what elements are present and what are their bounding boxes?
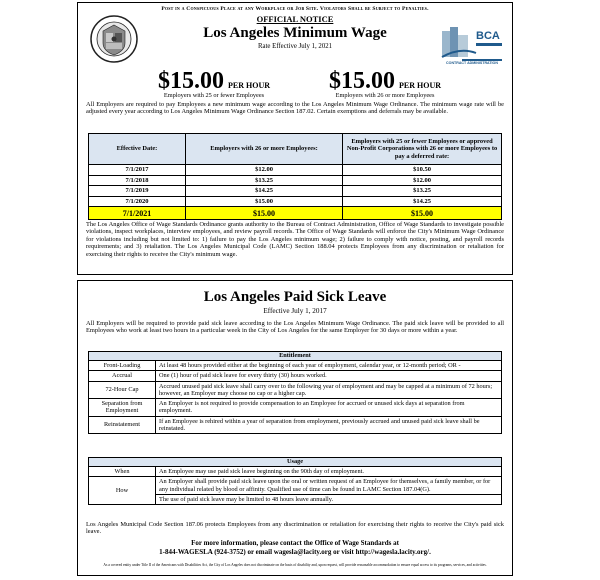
wage-amount: $15.00 [158, 68, 224, 94]
sick-leave-title: Los Angeles Paid Sick Leave [203, 289, 387, 305]
table-row [89, 165, 502, 176]
contact-line-2: 1-844-WAGESLA (924-3752) or email wagesla@lacity.org or visit http://wagesla.lacity.org/. [159, 547, 431, 556]
table-cell: 7/1/2019 [89, 186, 186, 197]
rate-effective-date: Rate Effective July 1, 2021 [257, 43, 333, 50]
row-text: One (1) hour of paid sick leave for every thirty (30) hours worked. [156, 371, 502, 381]
table-row [89, 399, 502, 417]
row-text: An Employer shall provide paid sick leave upon the oral or written request of an Employee for themselves, a family member, or for any individual related by blood or affinity. Qualified use of time can be found in LAMC Section 187.04(G). [156, 477, 502, 495]
table-row [89, 381, 502, 399]
row-text: The use of paid sick leave may be limited to 48 hours leave annually. [156, 494, 502, 504]
enforcement-paragraph: The Los Angeles Office of Wage Standards Ordinance grants authority to the Bureau of Contract Administration, Office of Wage Standards to investigate possible violations, inspect workplaces, interview employees, and review payroll records. The Office of Wage Standards will enforce the City's Minimum Wage Ordinance for violations including but not limited to: 1) failure to pay the Los Angeles minimum wage; 2) failure to comply with notice, posting, and payroll records requirements; and 3) retaliation. The Los Angeles Municipal Code (LAMC) Section 188.04 protects Employees from any discrimination or retaliation for exercising their rights to receive the City's minimum wage. [86, 221, 504, 258]
posting-requirement-line: Post in a Conspicuous Place at any Workplace or Job Site. Violators Shall be Subject to Penalties. [161, 6, 429, 12]
row-text: If an Employee is rehired within a year of separation from employment, previously accrued and unused paid sick leave shall be reinstated. [156, 416, 502, 434]
entitlement-table [88, 351, 502, 434]
usage-table [88, 457, 502, 505]
city-seal-icon [90, 15, 138, 63]
wage-amount: $15.00 [329, 68, 395, 94]
table-cell: $12.00 [343, 175, 502, 186]
contact-line-1: For more information, please contact the Office of Wage Standards at [191, 539, 399, 547]
sick-leave-effective-date: Effective July 1, 2017 [263, 307, 327, 315]
table-cell: $14.25 [343, 196, 502, 207]
table-cell: 7/1/2021 [89, 207, 186, 220]
per-hour-label: PER HOUR [228, 81, 270, 90]
table-cell: 7/1/2020 [89, 196, 186, 207]
row-label: Reinstatement [89, 416, 156, 434]
row-label: 72-Hour Cap [89, 381, 156, 399]
table-row [89, 196, 502, 207]
intro-paragraph: All Employers are required to pay Employees a new minimum wage according to the Los Angeles Minimum Wage Ordinance. The minimum wage rate will be adjusted every year according to Los Angeles Minimum Wage Ordinance Section 187.02. Certain exemptions and deferrals may be available. [86, 101, 504, 116]
rate-table-header [89, 134, 502, 165]
table-cell: $14.25 [186, 186, 343, 197]
wage-employer-label: Employers with 26 or more Employees [335, 92, 435, 99]
rate-table [88, 133, 502, 220]
row-text: At least 48 hours provided either at the beginning of each year of employment, calendar year, or 12-month period; OR - [156, 361, 502, 371]
row-label: When [89, 467, 156, 477]
row-text: An Employee may use paid sick leave beginning on the 90th day of employment. [156, 467, 502, 477]
row-label: Accrual [89, 371, 156, 381]
paid-sick-leave-notice [77, 280, 513, 576]
table-row [89, 467, 502, 477]
table-cell: $10.50 [343, 165, 502, 176]
table-cell: $15.00 [343, 207, 502, 220]
official-notice-heading: OFFICIAL NOTICE [256, 14, 334, 24]
row-text: Accrued unused paid sick leave shall carry over to the following year of employment and may be capped at a minimum of 72 hours; however, an Employer may choose no cap or a higher cap. [156, 381, 502, 399]
row-label: Front-Loading [89, 361, 156, 371]
table-cell: $15.00 [186, 207, 343, 220]
minimum-wage-title: Los Angeles Minimum Wage [203, 25, 387, 41]
column-header: Employers with 25 or fewer Employees or approved Non-Profit Corporations with 26 or more Employees to pay a deferred rate: [343, 134, 502, 165]
wage-small-employers [144, 69, 284, 99]
column-header: Effective Date: [89, 134, 186, 165]
table-row [89, 416, 502, 434]
table-cell: 7/1/2017 [89, 165, 186, 176]
column-header: Employers with 26 or more Employees: [186, 134, 343, 165]
row-text: An Employer is not required to provide compensation to an Employee for accrued or unused sick days at separation from employment. [156, 399, 502, 417]
sick-leave-protection: Los Angeles Municipal Code Section 187.06 protects Employees from any discrimination or retaliation for exercising their rights to receive the City's paid sick leave. [86, 521, 504, 536]
table-cell: 7/1/2018 [89, 175, 186, 186]
bca-logo-text: BCA [476, 30, 500, 42]
table-row [89, 186, 502, 197]
table-cell: $13.25 [343, 186, 502, 197]
row-label: Separation from Employment [89, 399, 156, 417]
table-row [89, 361, 502, 371]
table-row-current [89, 207, 502, 220]
minimum-wage-notice [77, 2, 513, 275]
table-cell: $13.25 [186, 175, 343, 186]
table-cell: $12.00 [186, 165, 343, 176]
table-cell: $15.00 [186, 196, 343, 207]
contact-info [78, 539, 512, 556]
wage-employer-label: Employers with 25 or fewer Employees [163, 92, 265, 99]
per-hour-label: PER HOUR [399, 81, 441, 90]
wage-large-employers [310, 69, 460, 99]
bca-subtitle: CONTRACT ADMINISTRATION [446, 61, 498, 65]
table-row [89, 477, 502, 495]
entitlement-header: Entitlement [89, 352, 502, 361]
sick-leave-intro: All Employers will be required to provide paid sick leave according to the Los Angeles Minimum Wage Ordinance. The paid sick leave will be provided to all Employees who work at least two hours in a particular week in the City of Los Angeles for the same Employer for 30 days or more within a year. [86, 320, 504, 335]
bca-logo-icon [440, 23, 504, 65]
row-label: How [89, 477, 156, 505]
table-row [89, 371, 502, 381]
ada-fine-print: As a covered entity under Title II of the Americans with Disabilities Act, the City of Los Angeles does not discriminate on the basis of disability and, upon request, will provide reasonable accommodation to ensure equal access to its programs, services, and activities. [103, 563, 487, 567]
table-row [89, 175, 502, 186]
usage-header: Usage [89, 458, 502, 467]
